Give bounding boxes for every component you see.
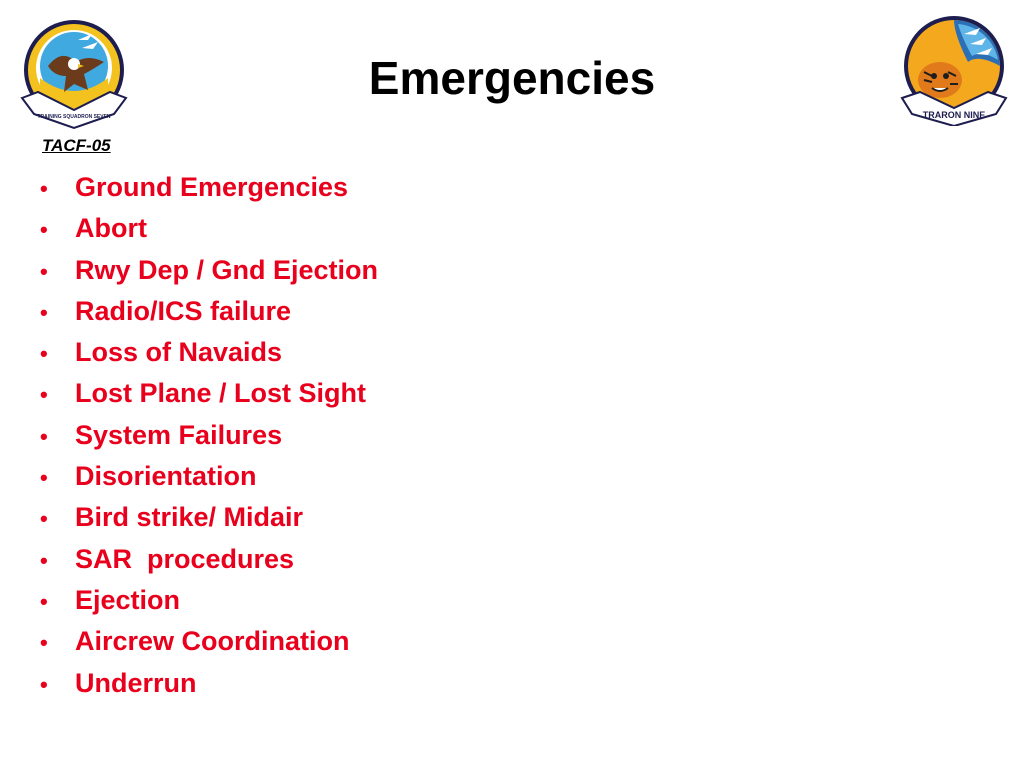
bullet-icon: • [40, 630, 48, 656]
bullet-icon: • [40, 176, 48, 201]
bullet-icon: • [40, 341, 48, 367]
list-item [40, 461, 378, 502]
list-item [40, 668, 378, 709]
list-item-label: Rwy Dep / Gnd Ejection [75, 254, 379, 285]
bullet-icon: • [40, 506, 48, 532]
bullet-icon: • [40, 588, 48, 614]
list-item [40, 626, 378, 667]
list-item [40, 502, 378, 543]
list-item-label: Ground Emergencies [75, 172, 349, 202]
list-item-label: Lost Plane / Lost Sight [75, 378, 367, 409]
list-item [40, 255, 378, 296]
list-item [40, 337, 378, 378]
list-item [40, 544, 378, 585]
left-logo-ribbon-text: TRAINING SQUADRON SEVEN [37, 114, 111, 120]
list-item [40, 296, 378, 337]
list-item-label: Abort [75, 213, 147, 244]
traron-nine-logo [898, 14, 1010, 126]
bullet-icon: • [40, 465, 48, 491]
list-item-label: System Failures [75, 419, 283, 450]
list-item-label: Bird strike/ Midair [75, 502, 304, 533]
list-item [40, 378, 378, 419]
bullet-icon: • [40, 423, 48, 449]
emergency-topic-list [40, 172, 378, 709]
list-item-label: Ejection [75, 584, 181, 615]
list-item-label: SAR procedures [75, 543, 295, 574]
bullet-icon: • [40, 382, 48, 408]
list-item-label: Underrun [75, 667, 197, 698]
list-item-label: Disorientation [75, 461, 257, 492]
course-code-label: TACF-05 [42, 136, 111, 155]
list-item [40, 172, 378, 213]
bullet-icon: • [40, 547, 48, 573]
bullet-icon: • [40, 671, 48, 697]
bullet-icon: • [40, 258, 48, 284]
list-item [40, 420, 378, 461]
list-item-label: Aircrew Coordination [75, 626, 350, 657]
bullet-icon: • [40, 217, 48, 243]
list-item-label: Radio/ICS failure [75, 295, 292, 326]
list-item [40, 585, 378, 626]
bullet-icon: • [40, 299, 48, 325]
slide-title: Emergencies [368, 52, 656, 104]
right-logo-ribbon-text: TRARON NINE [922, 110, 986, 120]
list-item-label: Loss of Navaids [75, 337, 283, 368]
list-item [40, 213, 378, 254]
